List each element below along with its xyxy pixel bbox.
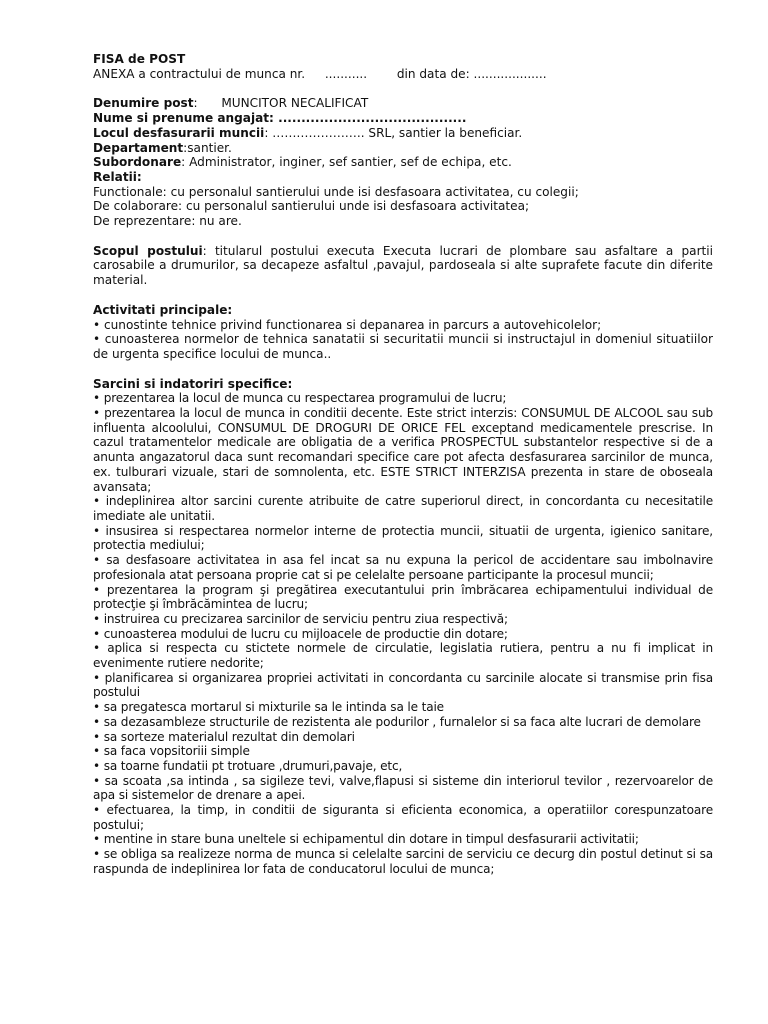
department-value: santier. [187, 140, 232, 155]
annex-number-blank: ........... [324, 66, 368, 81]
employee-name-label: Nume si prenume angajat: [93, 111, 274, 126]
list-item: • prezentarea la locul de munca cu respectarea programului de lucru; [93, 391, 713, 406]
annex-label: ANEXA a contractului de munca nr. [93, 66, 306, 81]
list-item: • prezentarea la locul de munca in conditii decente. Este strict interzis: CONSUMUL DE ALCOOL sau sub influenta alcoolului, CONSUMUL DE DROGURI DE ORICE FEL exceptand medicamentele prescrise. In cazul tratamentelor medicale are obligatia de a verifica PROSPECTUL substantelor respective si de a anunta angazatorul daca sunt recomandari specifice care pot afecta desfasurarea sarcinilor de munca, ex. tulburari vizuale, stari de somnolenta, etc. ESTE STRICT INTERZISA prezenta in stare de oboseala avansata; [93, 406, 713, 494]
list-item: • efectuarea, la timp, in conditii de siguranta si eficienta economica, a operatiilor corespunzatoare postului; [93, 803, 713, 832]
list-item: • indeplinirea altor sarcini curente atribuite de catre superiorul direct, in concordanta cu necesitatile imediate ale unitatii. [93, 494, 713, 523]
list-item: • sa desfasoare activitatea in asa fel incat sa nu expuna la pericol de accidentare sau imbolnavire profesionala atat persoana proprie cat si pe celelalte persoane participante la procesul muncii; [93, 553, 713, 582]
subordination-line: Subordonare: Administrator, inginer, sef santier, sef de echipa, etc. [93, 155, 512, 170]
document-title: FISA de POST [93, 52, 186, 66]
job-purpose: Scopul postului: titularul postului executa Executa lucrari de plombare sau asfaltare a partii carosabile a drumurilor, sa decapeze asfaltul ,pavajul, pardoseala si alte suprafete facute din diferite material. [93, 243, 714, 288]
list-item: • insusirea si respectarea normelor interne de protectia muncii, situatii de urgenta, igienico sanitare, protectia mediului; [93, 524, 713, 553]
relations-collaboration: De colaborare: cu personalul santierului unde isi desfasoara activitatea; [93, 199, 530, 214]
list-item: • instruirea cu precizarea sarcinilor de serviciu pentru ziua respectivă; [93, 612, 713, 627]
work-location-line: Locul desfasurarii muncii: ………………….. SRL, santier la beneficiar. [93, 125, 523, 140]
date-label: din data de: [396, 66, 470, 81]
job-purpose-label: Scopul postului [93, 243, 203, 258]
date-blank: ................... [473, 66, 547, 81]
post-label: Denumire post [93, 96, 194, 111]
list-item: • prezentarea la program şi pregătirea executantului prin îmbrăcarea echipamentului individual de protecţie şi îmbrăcămintea de lucru; [93, 583, 713, 612]
relations-heading: Relatii: [93, 169, 142, 184]
work-location-value: ………………….. SRL, santier la beneficiar. [272, 125, 523, 140]
employee-name-blank: ......................................... [278, 111, 467, 126]
department-line: Departament:santier. [93, 140, 232, 155]
post-line: Denumire post: MUNCITOR NECALIFICAT [93, 96, 369, 111]
list-item: • sa faca vopsitoriii simple [93, 744, 713, 759]
list-item: • sa sorteze materialul rezultat din demolari [93, 730, 713, 745]
employee-name-line [93, 111, 713, 126]
job-purpose-text: titularul postului executa Executa lucrari de plombare sau asfaltare a partii carosabile a drumurilor, sa decapeze asfaltul ,pavajul, pardoseala si alte suprafete facute din diferite material. [93, 243, 714, 288]
specific-tasks-list [93, 391, 713, 876]
list-item: • sa dezasambleze structurile de rezistenta ale podurilor , furnalelor si sa faca alte lucrari de demolare [93, 715, 713, 730]
department-label: Departament [93, 140, 184, 155]
post-value: MUNCITOR NECALIFICAT [221, 96, 369, 111]
work-location-label: Locul desfasurarii muncii [93, 125, 265, 140]
list-item: • cunoasterea modului de lucru cu mijloacele de productie din dotare; [93, 627, 713, 642]
list-item: • sa scoata ,sa intinda , sa sigileze tevi, valve,flapusi si sisteme din interiorul tevilor , rezervoarelor de apa si sistemelor de drenare a apei. [93, 774, 713, 803]
main-activities-heading: Activitati principale: [93, 302, 233, 317]
list-item: • mentine in stare buna uneltele si echipamentul din dotare in timpul desfasurarii activitatii; [93, 832, 713, 847]
list-item: • aplica si respecta cu stictete normele de circulatie, legislatia rutiera, pentru a nu fi implicat in evenimente rutiere nedorite; [93, 641, 713, 670]
subordination-value: Administrator, inginer, sef santier, sef de echipa, etc. [189, 155, 512, 170]
list-item: • sa toarne fundatii pt trotuare ,drumuri,pavaje, etc, [93, 759, 713, 774]
relations-representation: De reprezentare: nu are. [93, 214, 242, 229]
document-page [93, 52, 713, 877]
subordination-label: Subordonare [93, 155, 182, 170]
specific-tasks-heading: Sarcini si indatoriri specifice: [93, 376, 293, 391]
main-activities-list [93, 318, 713, 362]
list-item: • sa pregatesca mortarul si mixturile sa le intinda sa le taie [93, 700, 713, 715]
list-item: • cunostinte tehnice privind functionarea si depanarea in parcurs a autovehicolelor; [93, 318, 713, 333]
list-item: • planificarea si organizarea propriei activitati in concordanta cu sarcinile alocate si transmise prin fisa postului [93, 671, 713, 700]
list-item: • cunoasterea normelor de tehnica sanatatii si securitatii muncii si instructajul in domeniul situatiilor de urgenta specifice locului de munca.. [93, 332, 713, 361]
annex-line [93, 67, 713, 82]
list-item: • se obliga sa realizeze norma de munca si celelalte sarcini de serviciu ce decurg din postul detinut si sa raspunda de indeplinirea lor fata de conducatorul locului de munca; [93, 847, 713, 876]
relations-functional: Functionale: cu personalul santierului unde isi desfasoara activitatea, cu colegii; [93, 184, 579, 199]
